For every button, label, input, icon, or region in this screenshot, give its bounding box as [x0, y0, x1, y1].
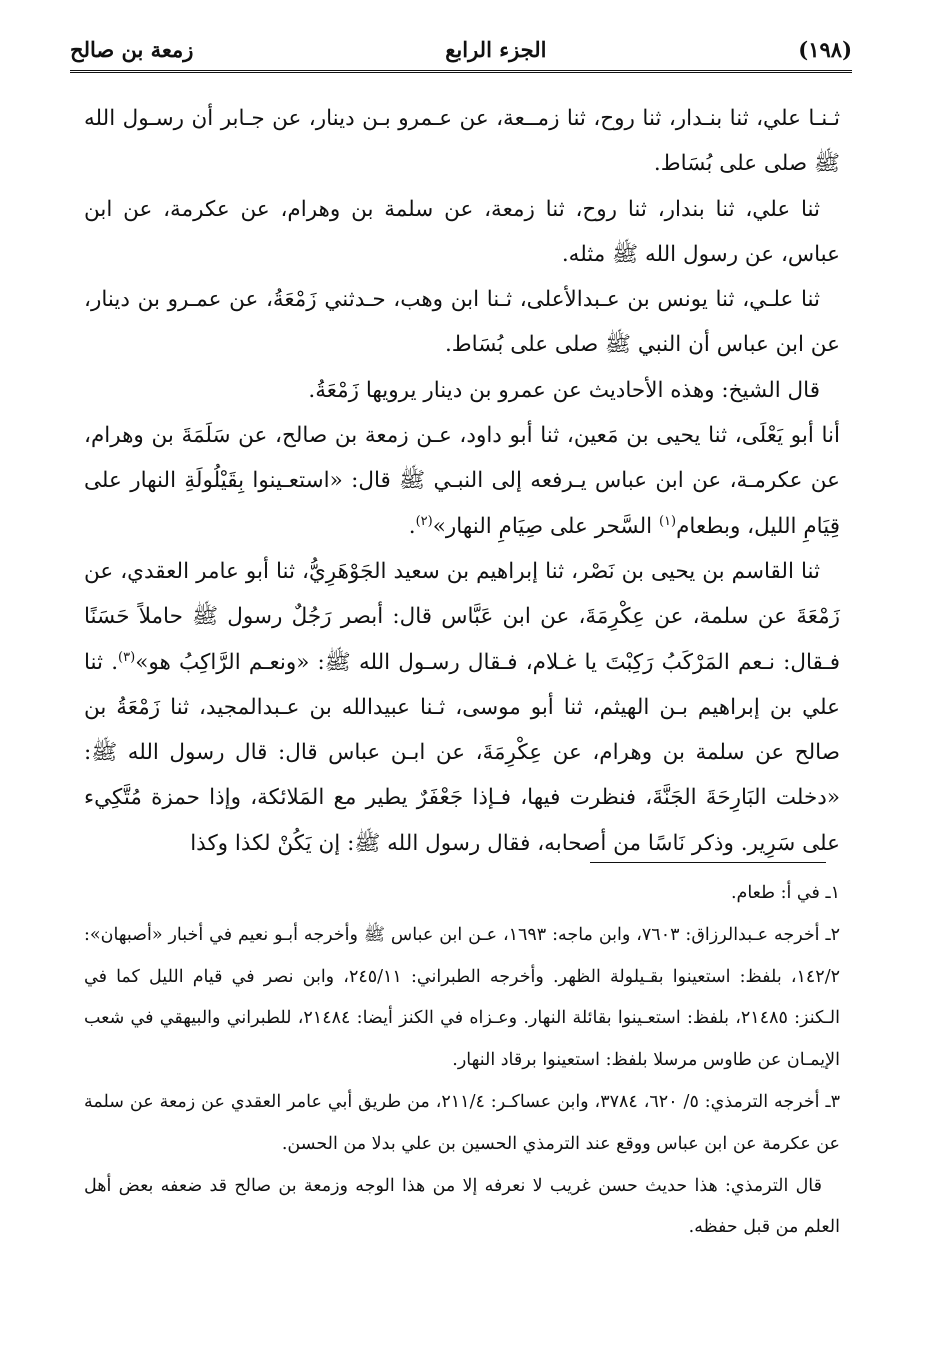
paragraph-5 — [84, 413, 840, 549]
paragraph-6-text-2: . ثنا علي بن إبراهيم بـن الهيثم، ثنا أبو موسى، ثـنا عبيدالله بن عـبدالمجيد، ثنا زَمْعَةُ بن صالح عن سلمة بن وهرام، عن عِكْرِمَةَ، عن ابـن عباس قال: قال رسول الله ﷺ: «دخلت البَارِحَةَ الجَنَّةَ، فنظرت فيها، فـإذا جَعْفَرٌ يطير مع المَلائكة، وإذا حمزة مُتَّكِيء على سَرِير. وذكر نَاسًا من أصحابه، فقال رسول الله ﷺ: إن يَكُنْ لكذا وكذا — [84, 649, 840, 856]
footnote-3: ٣ـ أخرجه الترمذي: ٥/ ٦٢٠، ٣٧٨٤، وابن عساكـر: ٢١١/٤، من طريق أبي عامر العقدي عن زمعة عن سلمة عن عكرمة عن ابن عباس ووقع عند الترمذي الحسين بن علي بدلا من الحسن. — [84, 1091, 840, 1154]
footnotes — [84, 873, 840, 1249]
chapter-title: زمعة بن صالح — [70, 36, 194, 62]
footnote-ref-2: (٢) — [415, 513, 433, 529]
paragraph-5-text-2: السَّحر على صِيَامِ النهار» — [432, 513, 659, 539]
paragraph-5-text: أنا أبو يَعْلَى، ثنا يحيى بن مَعين، ثنا أبو داود، عـن زمعة بن صالح، عن سَلَمَةَ بن وهرام، عن عكرمـة، عن ابن عباس يـرفعه إلى النبـي ﷺ قال: «استعـينوا بِقَيْلُولَةِ النهار على قِيَامِ الليل، وبطعام — [84, 423, 840, 539]
page-header — [70, 28, 852, 73]
footnote-3-continued: قال الترمذي: هذا حديث حسن غريب لا نعرفه إلا من هذا الوجه وزمعة بن صالح قد ضعفه بعض أهل العلم من قبل حفظه. — [84, 1175, 840, 1238]
footnote-divider — [590, 862, 826, 863]
paragraph-2: ثنا علي، ثنا بندار، ثنا روح، ثنا زمعة، عن سلمة بن وهرام، عن عكرمة، عن ابن عباس، عن رسول الله ﷺ مثله. — [84, 196, 840, 267]
part-title: الجزء الرابع — [445, 36, 547, 62]
paragraph-6 — [84, 549, 840, 866]
footnote-2: ٢ـ أخرجه عـبدالرزاق: ٧٦٠٣، وابن ماجه: ١٦٩٣، عـن ابن عباس ﷺ وأخرجه أبـو نعيم في أخبار «أصبهان»: ١٤٢/٢، بلفظ: استعينوا بقـيلولة الظهر. وأخرجه الطبراني: ٢٤٥/١١، وابن نصر في قيام الليل كما في الـكنز: ٢١٤٨٥، بلفظ: استعـينوا بقائلة النهار. وعـزاه في الكنز أيضا: ٢١٤٨٤، للطبراني والبيهقي في شعب الإيمـان عن طاوس مرسلا بلفظ: استعينوا برقاد النهار. — [84, 924, 840, 1071]
footnote-ref-1: (١) — [658, 513, 677, 529]
main-text — [84, 96, 840, 866]
footnote-ref-3: (٣) — [118, 649, 136, 665]
paragraph-5-end: . — [408, 513, 416, 539]
page-number: (١٩٨) — [798, 36, 852, 62]
paragraph-1: ثـنـا علي، ثنا بنـدار، ثنا روح، ثنا زمــعة، عن عـمرو بـن دينار، عن جـابر أن رسـول الله ﷺ صلى على بُسَاط. — [84, 106, 840, 177]
paragraph-4: قال الشيخ: وهذه الأحاديث عن عمرو بن دينار يرويها زَمْعَةُ. — [308, 377, 820, 403]
footnote-1: ١ـ في أ: طعام. — [730, 883, 840, 903]
paragraph-3: ثنا علـي، ثنا يونس بن عـبدالأعلى، ثـنا ابن وهب، حـدثني زَمْعَةُ، عن عمـرو بن دينار، عن ابن عباس أن النبي ﷺ صلى على بُسَاط. — [84, 287, 840, 358]
paragraph-6-text: ثنا القاسم بن يحيى بن نَصْر، ثنا إبراهيم بن سعيد الجَوْهَرِيُّ، ثنا أبو عامر العقدي، عن زَمْعَةَ عن سلمة، عن عِكْرِمَةَ، عن ابن عَبَّاس قال: أبصر رَجُلٌ رسول ﷺ حاملاً حَسَنًا فـقال: نـعم المَرْكَبُ رَكِبْتَ يا غـلام، فـقال رسـول الله ﷺ: «ونعـم الرَّاكِبُ هو» — [84, 558, 840, 675]
